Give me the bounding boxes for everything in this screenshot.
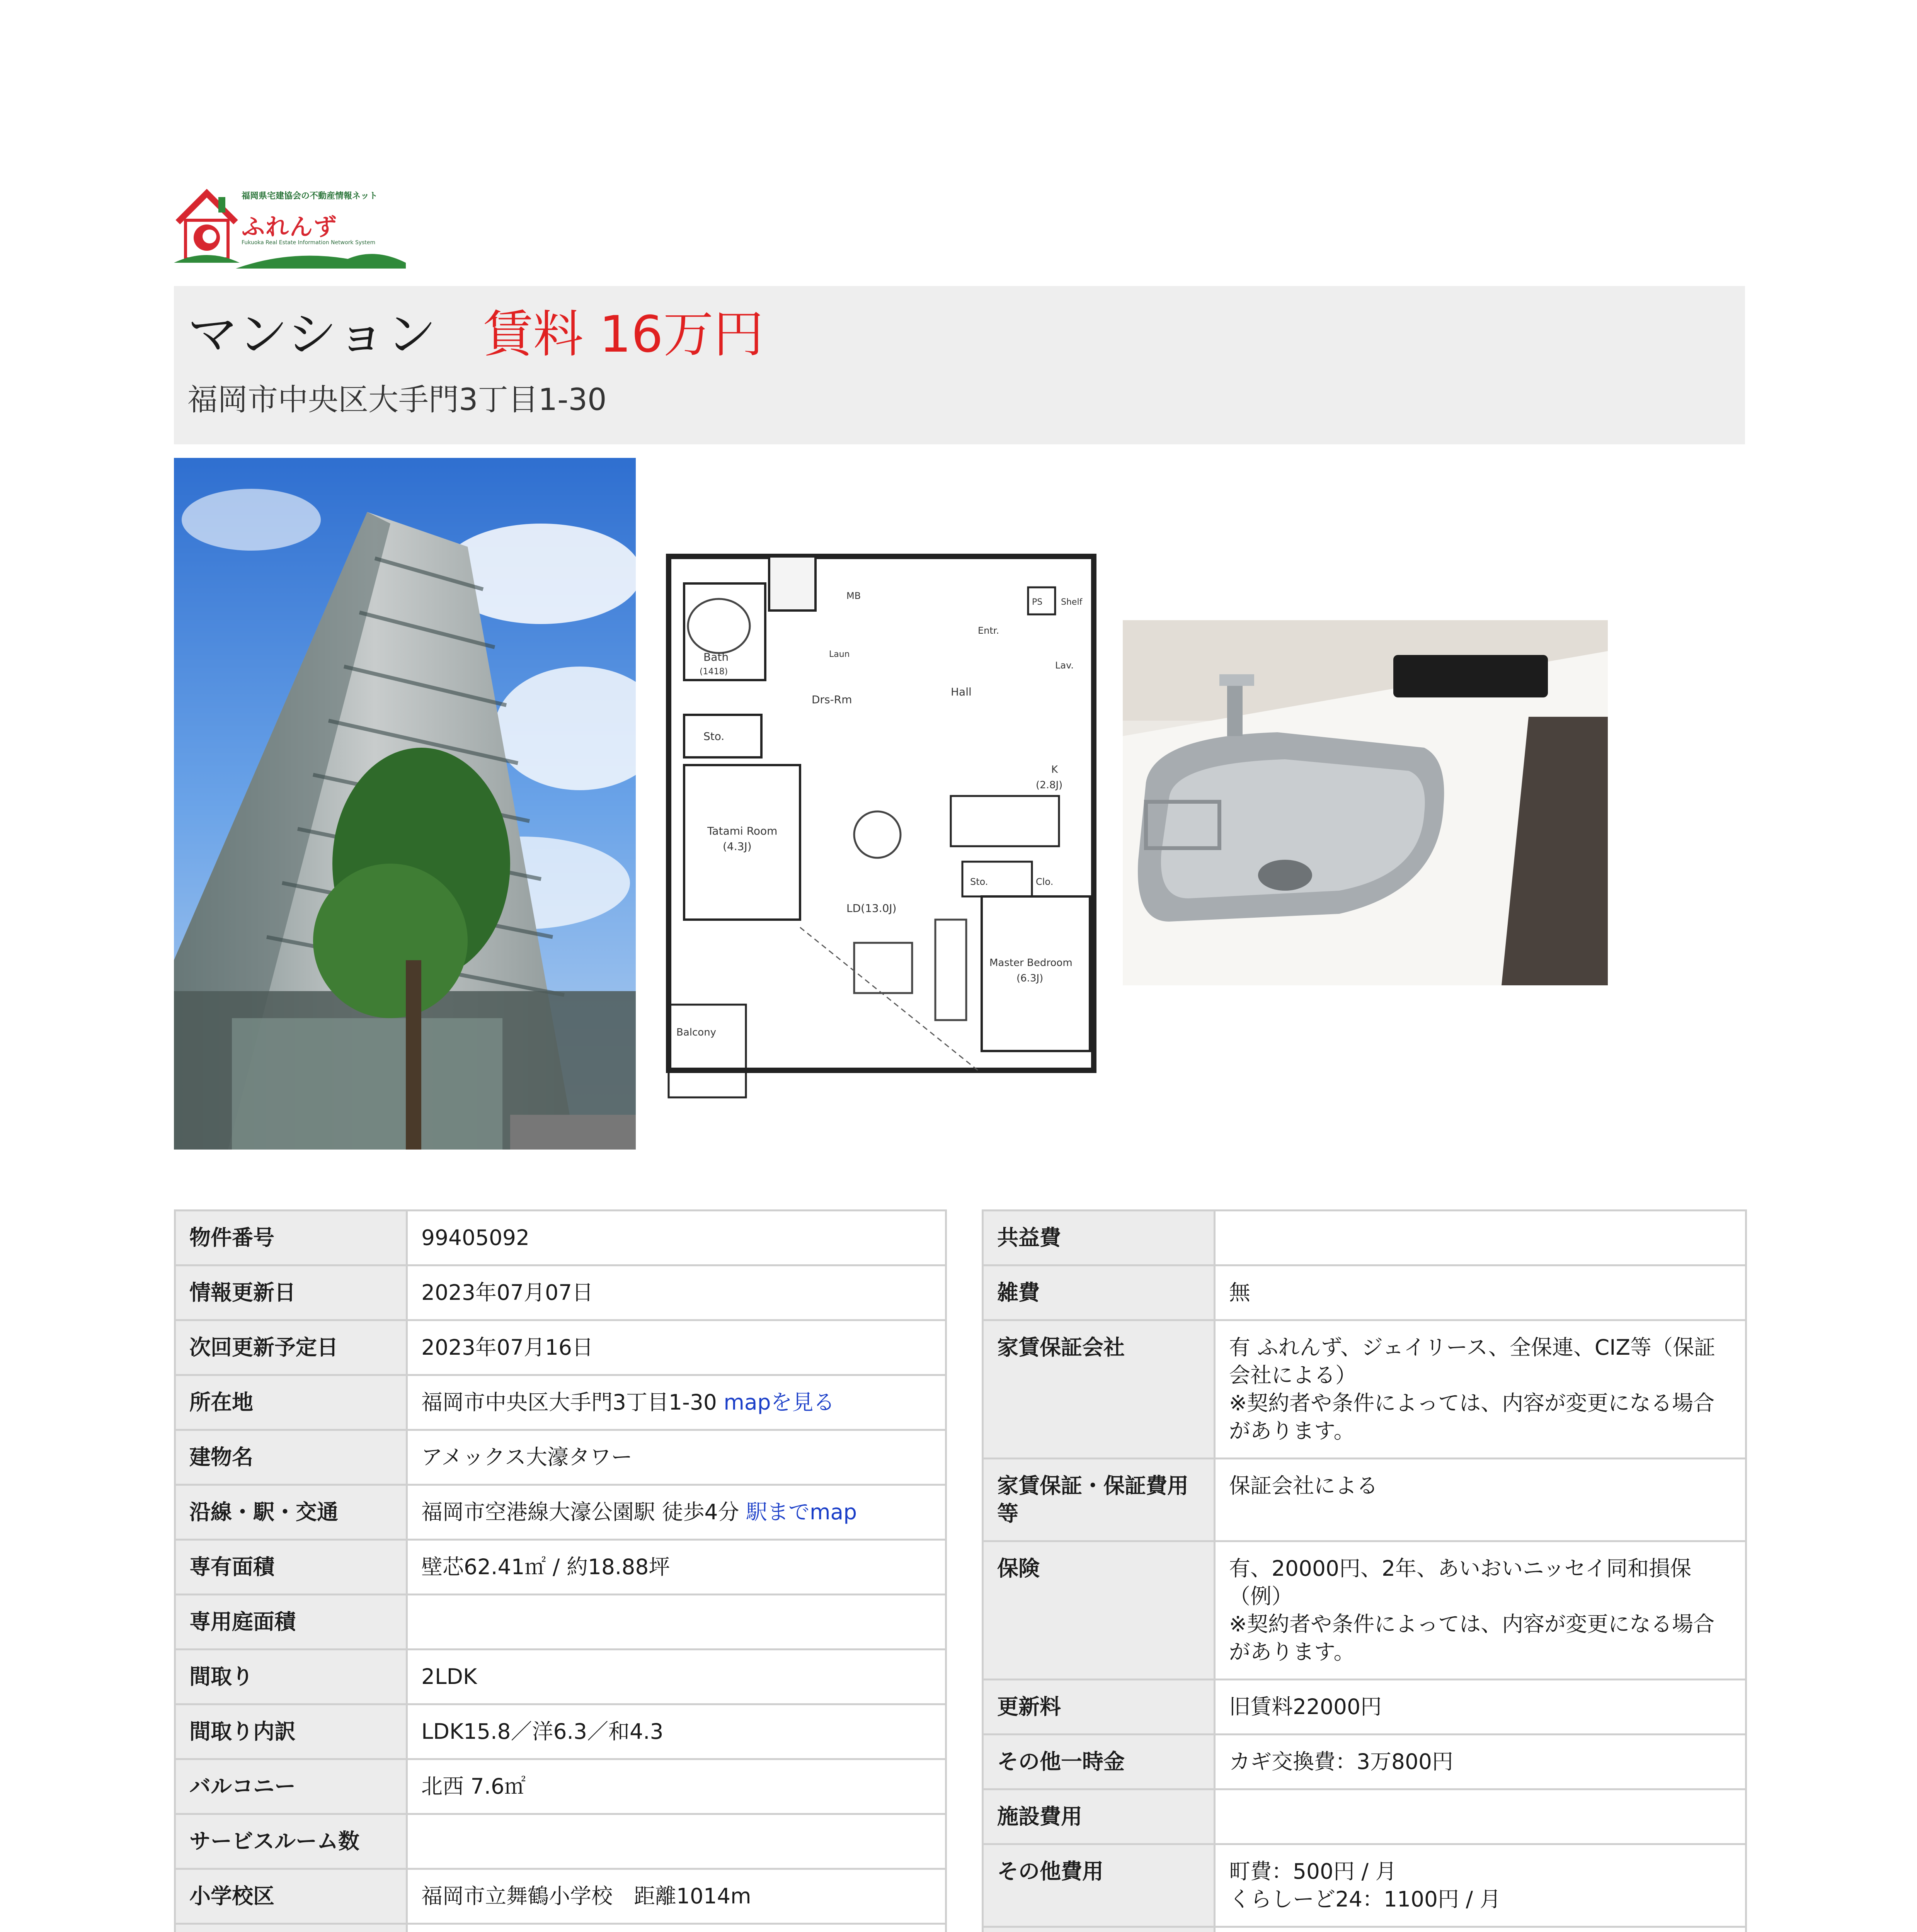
- floorplan-entr-label: Entr.: [978, 625, 999, 636]
- kitchen-photo: [1123, 620, 1608, 985]
- table-row: [175, 1375, 946, 1430]
- table-row: [175, 1595, 946, 1650]
- floorplan-sto1-label: Sto.: [703, 730, 725, 743]
- floorplan-ld-label: LD(13.0J): [846, 902, 897, 915]
- floorplan-bath-label: Bath: [703, 651, 729, 663]
- map-link[interactable]: mapを見る: [724, 1390, 835, 1415]
- insurance-detail: 有、20000円、2年、あいおいニッセイ同和損保（例）: [1229, 1556, 1692, 1609]
- floorplan-master-label: Master Bedroom: [989, 957, 1073, 969]
- rent-price: 賃料 16万円: [483, 305, 764, 364]
- row-value: 北西 7.6㎡: [407, 1759, 946, 1814]
- property-type: マンション: [187, 305, 437, 364]
- table-row: [175, 1704, 946, 1759]
- floorplan-clo-label: Clo.: [1036, 876, 1054, 887]
- building-photo: [174, 458, 636, 1150]
- row-label: その他費用: [983, 1844, 1215, 1927]
- row-value: [1215, 1320, 1746, 1459]
- row-value: [407, 1485, 946, 1540]
- row-label: 施設費用: [983, 1789, 1215, 1844]
- floorplan-tatami-label: Tatami Room: [707, 825, 778, 837]
- row-label: 専有面積: [175, 1540, 407, 1595]
- floorplan-hall-label: Hall: [951, 685, 972, 698]
- row-value: [407, 1924, 946, 1932]
- row-label: 情報更新日: [175, 1265, 407, 1320]
- row-label: 雑費: [983, 1265, 1215, 1320]
- table-row: [175, 1485, 946, 1540]
- table-row: [175, 1265, 946, 1320]
- floorplan-k-size: (2.8J): [1036, 779, 1063, 791]
- table-row: [983, 1844, 1746, 1927]
- row-value: LDK15.8／洋6.3／和4.3: [407, 1704, 946, 1759]
- table-row: [175, 1814, 946, 1869]
- table-row: [175, 1320, 946, 1375]
- row-value: [407, 1595, 946, 1650]
- floorplan-ps-label: PS: [1032, 597, 1043, 607]
- row-label: 専用庭面積: [175, 1595, 407, 1650]
- property-info-table-right: [982, 1209, 1747, 1932]
- floorplan-k-label: K: [1051, 764, 1058, 776]
- row-value: アメックス大濠タワー: [407, 1430, 946, 1485]
- table-row: [983, 1735, 1746, 1789]
- header-panel: [174, 286, 1745, 444]
- row-value: 2LDK: [407, 1650, 946, 1704]
- table-row: [983, 1541, 1746, 1680]
- floorplan-sto2-label: Sto.: [970, 876, 988, 887]
- table-row: [175, 1430, 946, 1485]
- row-label: 共益費: [983, 1211, 1215, 1265]
- floorplan-drs-label: Drs-Rm: [812, 693, 852, 706]
- row-value: 旧賃料22000円: [1215, 1680, 1746, 1735]
- access-value: 福岡市空港線大濠公園駅 徒歩4分: [421, 1500, 739, 1524]
- row-label: その他一時金: [983, 1735, 1215, 1789]
- table-row: [983, 1680, 1746, 1735]
- row-value: [1215, 1789, 1746, 1844]
- row-value: 壁芯62.41㎡ / 約18.88坪: [407, 1540, 946, 1595]
- property-info-table-left: [174, 1209, 947, 1932]
- floorplan-balcony-label: Balcony: [676, 1027, 717, 1038]
- table-row: [175, 1540, 946, 1595]
- logo-subtitle: Fukuoka Real Estate Information Network System: [242, 240, 376, 246]
- row-value: 2023年07月16日: [407, 1320, 946, 1375]
- floorplan-master-size: (6.3J): [1016, 973, 1044, 984]
- floorplan-laun-label: Laun: [829, 650, 850, 659]
- table-row: [983, 1265, 1746, 1320]
- property-address: 福岡市中央区大手門3丁目1-30: [187, 383, 607, 417]
- row-value: 2023年07月07日: [407, 1265, 946, 1320]
- floorplan-mb-label: MB: [846, 590, 861, 601]
- floor-plan: [645, 541, 1113, 1103]
- row-value: [1215, 1541, 1746, 1680]
- row-value: [1215, 1927, 1746, 1932]
- row-label: サービスルーム数: [175, 1814, 407, 1869]
- row-label: 所在地: [175, 1375, 407, 1430]
- town-fee: 町費：500円 / 月: [1229, 1859, 1397, 1884]
- row-label: 家賃保証会社: [983, 1320, 1215, 1459]
- table-row: [175, 1924, 946, 1932]
- table-row: [175, 1869, 946, 1924]
- floorplan-tatami-size: (4.3J): [723, 840, 752, 853]
- row-label: 建物名: [175, 1430, 407, 1485]
- row-label: 物件番号: [175, 1211, 407, 1265]
- station-map-link[interactable]: 駅までmap: [746, 1500, 857, 1524]
- logo-name: ふれんず: [242, 214, 337, 241]
- table-row: [175, 1211, 946, 1265]
- table-row: [983, 1789, 1746, 1844]
- row-label: バルコニー: [175, 1759, 407, 1814]
- floorplan-bath-size: (1418): [700, 667, 728, 677]
- row-label: 間取り: [175, 1650, 407, 1704]
- greenery-icon: [174, 247, 414, 270]
- row-label: 家賃保証・保証費用等: [983, 1459, 1215, 1541]
- table-row: [983, 1459, 1746, 1541]
- row-label: 保険: [983, 1541, 1215, 1680]
- row-label: [983, 1927, 1215, 1932]
- logo: [174, 185, 414, 267]
- insurance-note: ※契約者や条件によっては、内容が変更になる場合があります。: [1229, 1612, 1715, 1664]
- row-label: [175, 1924, 407, 1932]
- row-value: 保証会社による: [1215, 1459, 1746, 1541]
- row-label: 小学校区: [175, 1869, 407, 1924]
- row-label: 次回更新予定日: [175, 1320, 407, 1375]
- row-value: カギ交換費：3万800円: [1215, 1735, 1746, 1789]
- logo-tagline: 福岡県宅建協会の不動産情報ネット: [242, 191, 378, 201]
- support-fee: くらしーど24：1100円 / 月: [1229, 1887, 1501, 1912]
- table-row: [983, 1927, 1746, 1932]
- page-title: [187, 301, 764, 367]
- row-label: 沿線・駅・交通: [175, 1485, 407, 1540]
- address-value: 福岡市中央区大手門3丁目1-30: [421, 1390, 717, 1415]
- table-row: [983, 1211, 1746, 1265]
- guarantor-companies: 有 ふれんず、ジェイリース、全保連、CIZ等（保証会社による）: [1229, 1335, 1716, 1388]
- row-value: [1215, 1211, 1746, 1265]
- row-value: 99405092: [407, 1211, 946, 1265]
- row-value: 福岡市立舞鶴小学校 距離1014m: [407, 1869, 946, 1924]
- row-value: [1215, 1844, 1746, 1927]
- row-value: [407, 1814, 946, 1869]
- floorplan-lav-label: Lav.: [1055, 660, 1074, 671]
- table-row: [175, 1759, 946, 1814]
- row-value: 無: [1215, 1265, 1746, 1320]
- row-label: 更新料: [983, 1680, 1215, 1735]
- floorplan-shelf-label: Shelf: [1061, 597, 1083, 607]
- guarantor-note: ※契約者や条件によっては、内容が変更になる場合があります。: [1229, 1391, 1715, 1443]
- table-row: [983, 1320, 1746, 1459]
- row-label: 間取り内訳: [175, 1704, 407, 1759]
- row-value: [407, 1375, 946, 1430]
- table-row: [175, 1650, 946, 1704]
